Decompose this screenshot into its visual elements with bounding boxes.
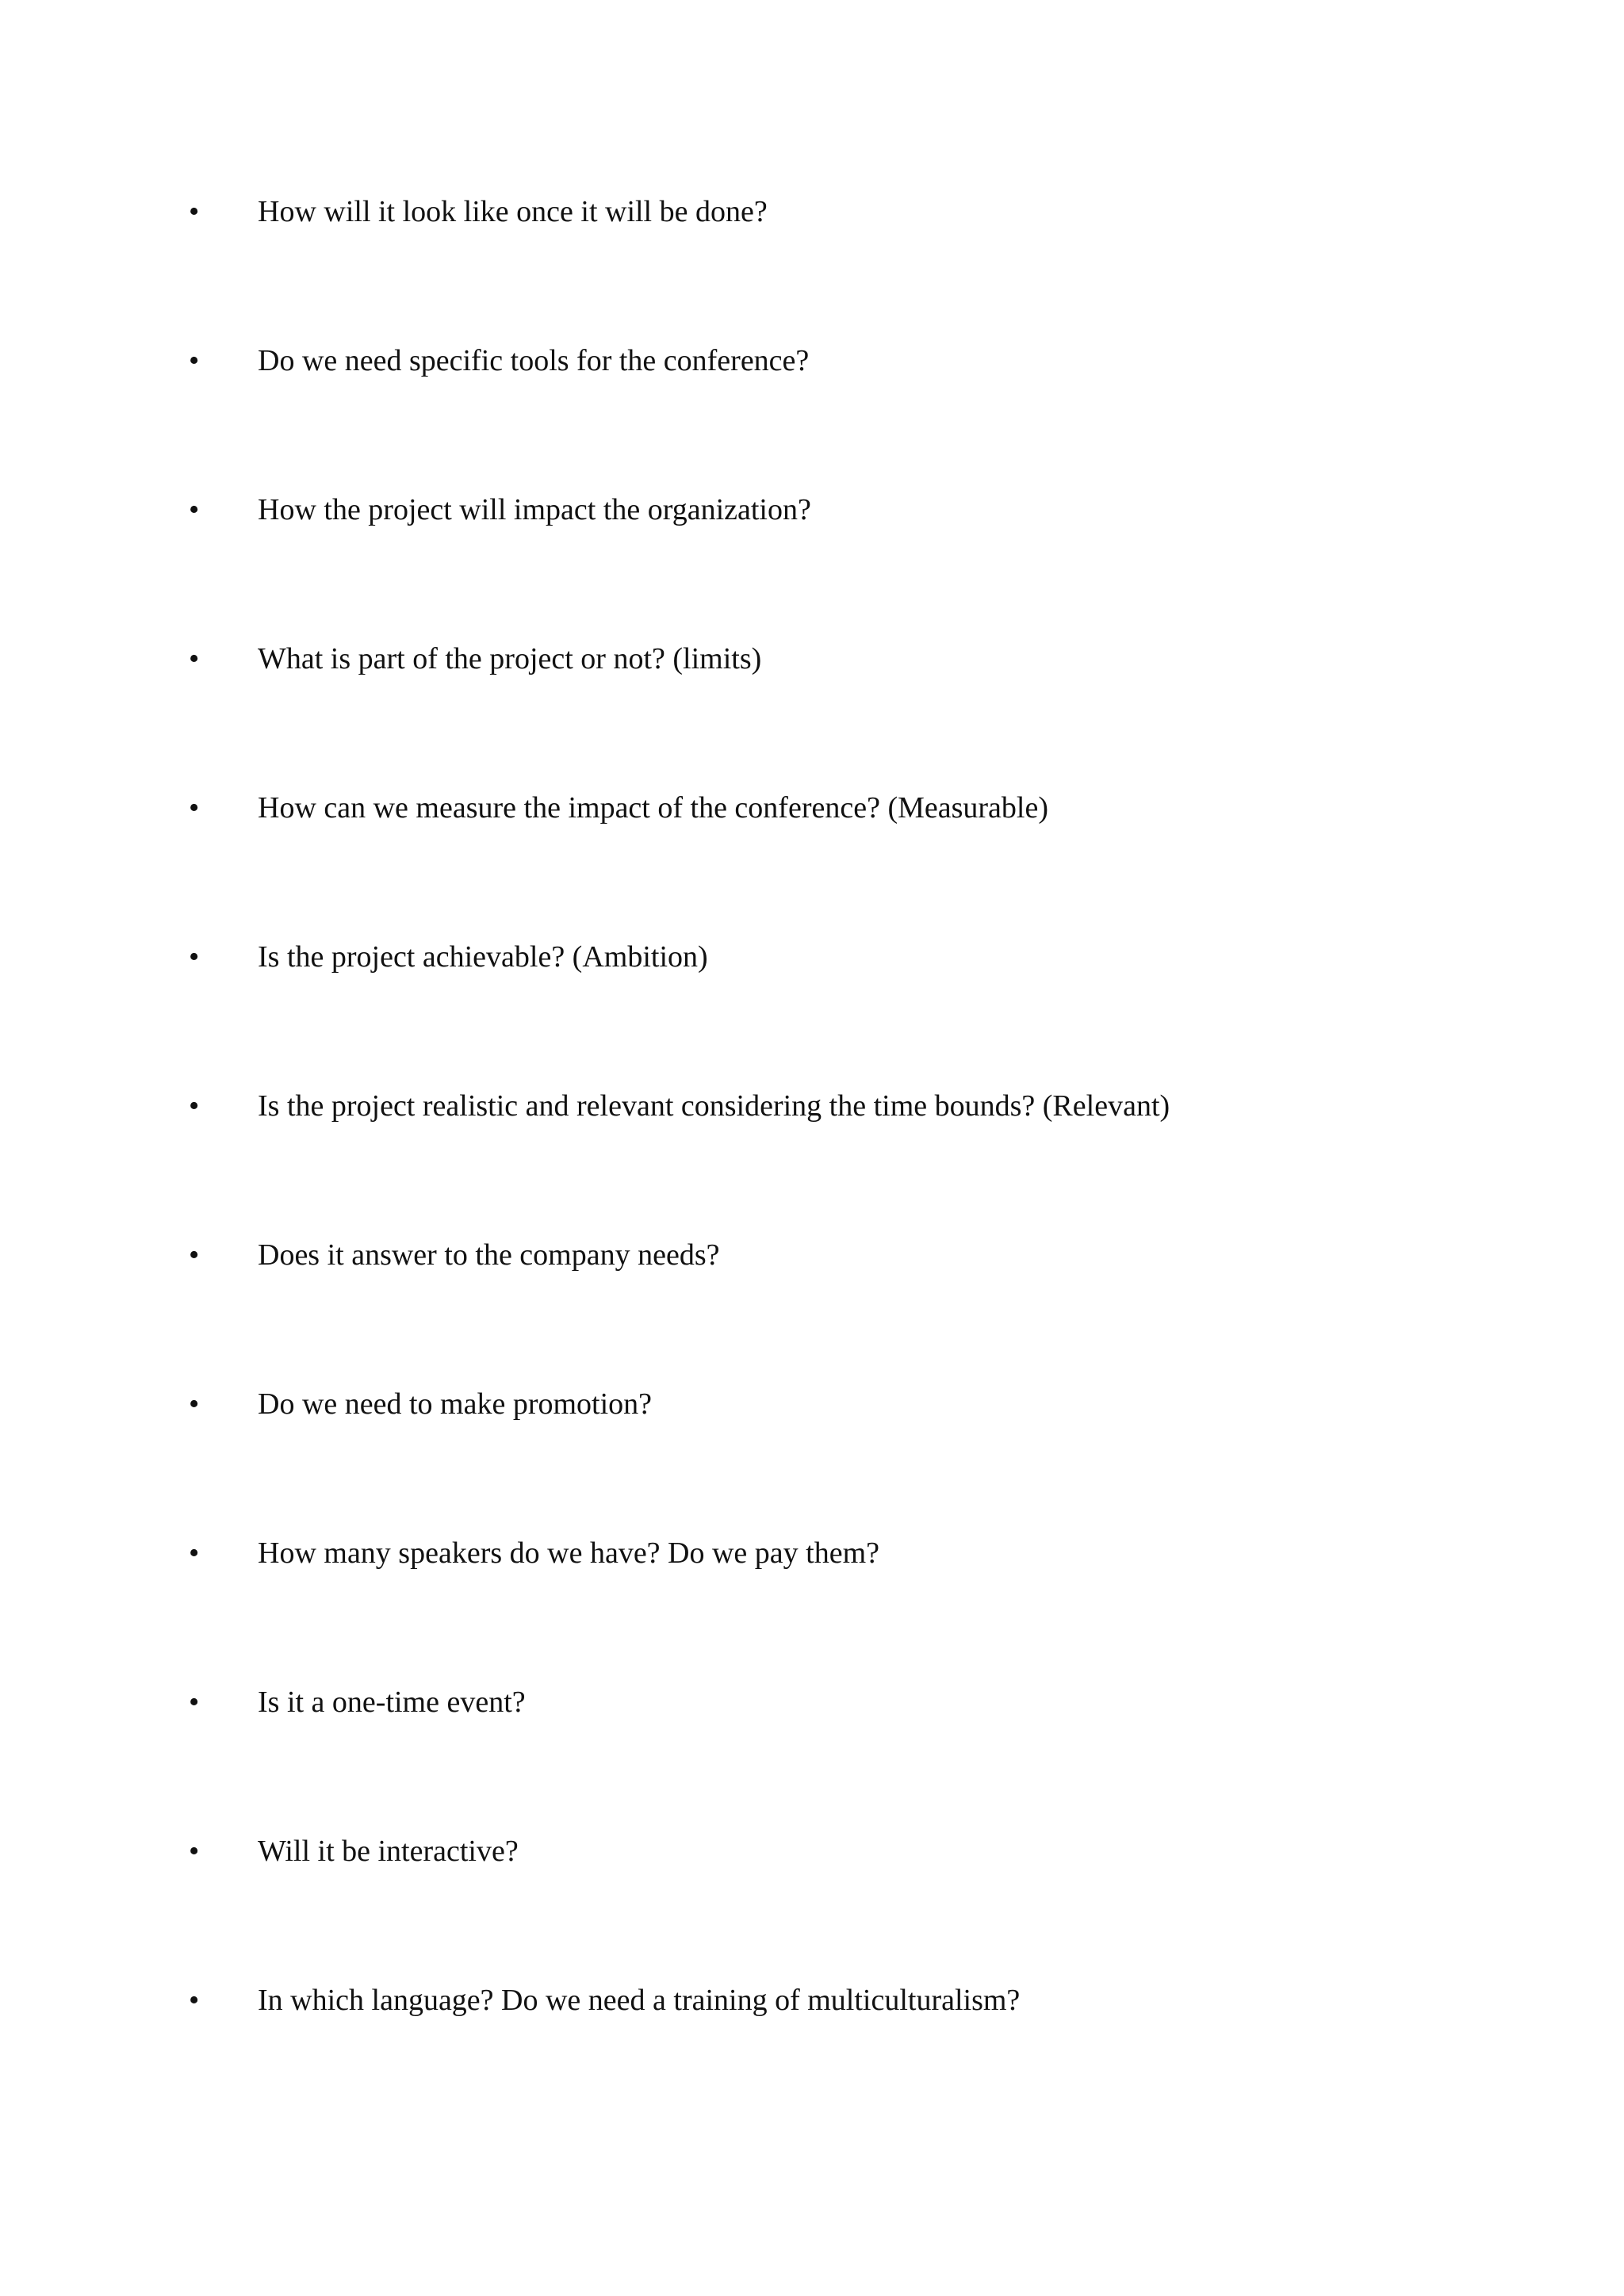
bullet-icon: • bbox=[189, 1089, 200, 1123]
list-item-text: Do we need specific tools for the conference? bbox=[258, 344, 810, 377]
list-item-text: Will it be interactive? bbox=[258, 1835, 519, 1868]
list-item bbox=[0, 188, 1624, 235]
list-item bbox=[0, 1082, 1624, 1130]
list-item bbox=[0, 635, 1624, 683]
list-item bbox=[0, 1827, 1624, 1875]
list-item bbox=[0, 1529, 1624, 1577]
list-item-text: How many speakers do we have? Do we pay them? bbox=[258, 1536, 880, 1570]
list-item-text: How the project will impact the organization? bbox=[258, 493, 811, 526]
list-item bbox=[0, 1231, 1624, 1279]
bullet-icon: • bbox=[189, 493, 200, 526]
list-item-text: How will it look like once it will be done? bbox=[258, 195, 768, 228]
bullet-icon: • bbox=[189, 940, 200, 974]
list-item bbox=[0, 1678, 1624, 1726]
list-item-text: In which language? Do we need a training of multiculturalism? bbox=[258, 1984, 1021, 2017]
list-item bbox=[0, 784, 1624, 832]
list-item-text: How can we measure the impact of the conference? (Measurable) bbox=[258, 791, 1048, 825]
list-item-text: Is the project achievable? (Ambition) bbox=[258, 940, 708, 974]
bullet-icon: • bbox=[189, 1536, 200, 1570]
list-item-text: What is part of the project or not? (limits) bbox=[258, 642, 762, 675]
bullet-icon: • bbox=[189, 1238, 200, 1272]
list-item bbox=[0, 337, 1624, 385]
list-item-text: Is it a one-time event? bbox=[258, 1686, 526, 1719]
list-item-text: Does it answer to the company needs? bbox=[258, 1238, 720, 1272]
bullet-icon: • bbox=[189, 1835, 200, 1868]
list-item bbox=[0, 486, 1624, 534]
bullet-icon: • bbox=[189, 195, 200, 228]
list-item bbox=[0, 1976, 1624, 2024]
list-item-text: Is the project realistic and relevant considering the time bounds? (Relevant) bbox=[258, 1089, 1170, 1123]
bullet-icon: • bbox=[189, 642, 200, 675]
list-item-text: Do we need to make promotion? bbox=[258, 1387, 653, 1421]
list-item bbox=[0, 933, 1624, 981]
list-item bbox=[0, 1380, 1624, 1428]
bullet-icon: • bbox=[189, 1387, 200, 1421]
bullet-icon: • bbox=[189, 344, 200, 377]
bullet-icon: • bbox=[189, 1984, 200, 2017]
bullet-icon: • bbox=[189, 1686, 200, 1719]
bullet-icon: • bbox=[189, 791, 200, 825]
